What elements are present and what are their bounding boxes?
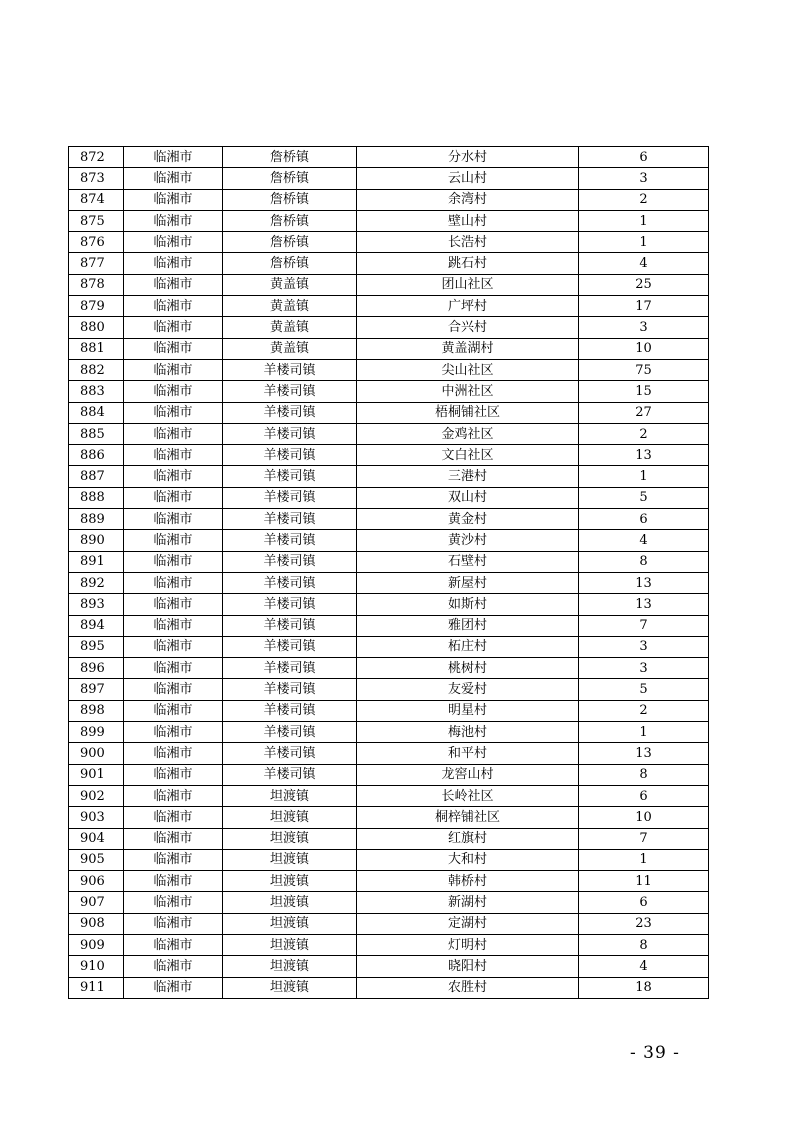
row-number-cell: 881 [69,338,124,359]
village-cell: 黄金村 [357,509,579,530]
row-number-cell: 909 [69,934,124,955]
city-cell: 临湘市 [124,402,223,423]
village-cell: 晓阳村 [357,956,579,977]
table-row [69,359,709,380]
count-cell: 75 [579,359,709,380]
count-cell: 11 [579,871,709,892]
table-row [69,509,709,530]
village-list-table [68,146,709,999]
count-cell: 6 [579,147,709,168]
town-cell: 羊楼司镇 [223,466,357,487]
village-cell: 定湖村 [357,913,579,934]
row-number-cell: 895 [69,636,124,657]
row-number-cell: 883 [69,381,124,402]
count-cell: 1 [579,722,709,743]
count-cell: 2 [579,423,709,444]
village-cell: 石壁村 [357,551,579,572]
table-row [69,700,709,721]
count-cell: 3 [579,658,709,679]
table-row [69,402,709,423]
row-number-cell: 878 [69,274,124,295]
row-number-cell: 890 [69,530,124,551]
village-cell: 云山村 [357,168,579,189]
table-row [69,892,709,913]
city-cell: 临湘市 [124,423,223,444]
village-cell: 合兴村 [357,317,579,338]
town-cell: 羊楼司镇 [223,551,357,572]
table-row [69,274,709,295]
town-cell: 黄盖镇 [223,338,357,359]
village-cell: 灯明村 [357,934,579,955]
city-cell: 临湘市 [124,828,223,849]
table-row [69,296,709,317]
row-number-cell: 898 [69,700,124,721]
city-cell: 临湘市 [124,913,223,934]
count-cell: 1 [579,210,709,231]
city-cell: 临湘市 [124,658,223,679]
page-number: - 39 - [630,1043,680,1063]
count-cell: 6 [579,892,709,913]
town-cell: 羊楼司镇 [223,359,357,380]
row-number-cell: 910 [69,956,124,977]
city-cell: 临湘市 [124,189,223,210]
village-cell: 新屋村 [357,572,579,593]
village-cell: 壁山村 [357,210,579,231]
city-cell: 临湘市 [124,359,223,380]
count-cell: 3 [579,636,709,657]
count-cell: 18 [579,977,709,998]
city-cell: 临湘市 [124,871,223,892]
village-cell: 跳石村 [357,253,579,274]
village-cell: 梅池村 [357,722,579,743]
table-row [69,423,709,444]
town-cell: 羊楼司镇 [223,722,357,743]
town-cell: 坦渡镇 [223,871,357,892]
count-cell: 17 [579,296,709,317]
row-number-cell: 886 [69,445,124,466]
row-number-cell: 887 [69,466,124,487]
town-cell: 詹桥镇 [223,147,357,168]
row-number-cell: 908 [69,913,124,934]
town-cell: 羊楼司镇 [223,402,357,423]
table-row [69,828,709,849]
count-cell: 1 [579,232,709,253]
count-cell: 8 [579,551,709,572]
row-number-cell: 877 [69,253,124,274]
village-cell: 尖山社区 [357,359,579,380]
town-cell: 羊楼司镇 [223,423,357,444]
town-cell: 坦渡镇 [223,892,357,913]
town-cell: 坦渡镇 [223,828,357,849]
table-row [69,636,709,657]
city-cell: 临湘市 [124,274,223,295]
village-cell: 明星村 [357,700,579,721]
table-row [69,956,709,977]
town-cell: 黄盖镇 [223,274,357,295]
count-cell: 27 [579,402,709,423]
village-cell: 分水村 [357,147,579,168]
row-number-cell: 873 [69,168,124,189]
town-cell: 坦渡镇 [223,977,357,998]
city-cell: 临湘市 [124,253,223,274]
row-number-cell: 874 [69,189,124,210]
table-body [69,147,709,999]
town-cell: 羊楼司镇 [223,764,357,785]
table-row [69,743,709,764]
city-cell: 临湘市 [124,296,223,317]
count-cell: 15 [579,381,709,402]
town-cell: 黄盖镇 [223,296,357,317]
city-cell: 临湘市 [124,487,223,508]
table-row [69,572,709,593]
table-row [69,445,709,466]
city-cell: 临湘市 [124,317,223,338]
table-row [69,530,709,551]
table-row [69,210,709,231]
table-row [69,934,709,955]
row-number-cell: 885 [69,423,124,444]
city-cell: 临湘市 [124,381,223,402]
count-cell: 10 [579,807,709,828]
count-cell: 5 [579,487,709,508]
row-number-cell: 900 [69,743,124,764]
city-cell: 临湘市 [124,636,223,657]
row-number-cell: 875 [69,210,124,231]
table-row [69,551,709,572]
table-row [69,722,709,743]
table-row [69,807,709,828]
town-cell: 詹桥镇 [223,210,357,231]
town-cell: 羊楼司镇 [223,615,357,636]
city-cell: 临湘市 [124,445,223,466]
table-row [69,594,709,615]
city-cell: 临湘市 [124,210,223,231]
village-cell: 余湾村 [357,189,579,210]
village-cell: 新湖村 [357,892,579,913]
row-number-cell: 907 [69,892,124,913]
table-row [69,168,709,189]
row-number-cell: 905 [69,849,124,870]
village-cell: 韩桥村 [357,871,579,892]
count-cell: 13 [579,445,709,466]
count-cell: 10 [579,338,709,359]
town-cell: 詹桥镇 [223,232,357,253]
city-cell: 临湘市 [124,679,223,700]
city-cell: 临湘市 [124,615,223,636]
village-cell: 桃树村 [357,658,579,679]
table-row [69,381,709,402]
count-cell: 4 [579,253,709,274]
count-cell: 13 [579,743,709,764]
city-cell: 临湘市 [124,466,223,487]
village-cell: 梧桐铺社区 [357,402,579,423]
city-cell: 临湘市 [124,785,223,806]
table-row [69,317,709,338]
town-cell: 羊楼司镇 [223,743,357,764]
village-cell: 中洲社区 [357,381,579,402]
row-number-cell: 903 [69,807,124,828]
count-cell: 2 [579,700,709,721]
row-number-cell: 892 [69,572,124,593]
town-cell: 坦渡镇 [223,807,357,828]
city-cell: 临湘市 [124,338,223,359]
town-cell: 羊楼司镇 [223,572,357,593]
count-cell: 4 [579,956,709,977]
city-cell: 临湘市 [124,700,223,721]
count-cell: 8 [579,934,709,955]
city-cell: 临湘市 [124,722,223,743]
town-cell: 羊楼司镇 [223,658,357,679]
city-cell: 临湘市 [124,530,223,551]
row-number-cell: 899 [69,722,124,743]
city-cell: 临湘市 [124,572,223,593]
row-number-cell: 896 [69,658,124,679]
table-row [69,253,709,274]
town-cell: 坦渡镇 [223,956,357,977]
town-cell: 坦渡镇 [223,849,357,870]
count-cell: 1 [579,466,709,487]
town-cell: 羊楼司镇 [223,636,357,657]
city-cell: 临湘市 [124,807,223,828]
row-number-cell: 876 [69,232,124,253]
count-cell: 13 [579,572,709,593]
city-cell: 临湘市 [124,743,223,764]
row-number-cell: 888 [69,487,124,508]
city-cell: 临湘市 [124,232,223,253]
town-cell: 羊楼司镇 [223,679,357,700]
village-cell: 友爱村 [357,679,579,700]
city-cell: 临湘市 [124,509,223,530]
village-cell: 三港村 [357,466,579,487]
village-cell: 长浩村 [357,232,579,253]
village-cell: 黄盖湖村 [357,338,579,359]
count-cell: 7 [579,615,709,636]
village-cell: 柘庄村 [357,636,579,657]
table-row [69,764,709,785]
count-cell: 1 [579,849,709,870]
city-cell: 临湘市 [124,934,223,955]
row-number-cell: 901 [69,764,124,785]
row-number-cell: 902 [69,785,124,806]
city-cell: 临湘市 [124,594,223,615]
row-number-cell: 906 [69,871,124,892]
town-cell: 黄盖镇 [223,317,357,338]
count-cell: 7 [579,828,709,849]
city-cell: 临湘市 [124,849,223,870]
table-row [69,189,709,210]
row-number-cell: 880 [69,317,124,338]
count-cell: 8 [579,764,709,785]
city-cell: 临湘市 [124,956,223,977]
town-cell: 羊楼司镇 [223,530,357,551]
village-cell: 雅团村 [357,615,579,636]
village-cell: 农胜村 [357,977,579,998]
town-cell: 羊楼司镇 [223,594,357,615]
town-cell: 羊楼司镇 [223,381,357,402]
village-cell: 龙窖山村 [357,764,579,785]
town-cell: 坦渡镇 [223,913,357,934]
table-row [69,615,709,636]
count-cell: 23 [579,913,709,934]
town-cell: 詹桥镇 [223,168,357,189]
town-cell: 羊楼司镇 [223,445,357,466]
village-cell: 和平村 [357,743,579,764]
village-cell: 大和村 [357,849,579,870]
count-cell: 13 [579,594,709,615]
village-cell: 如斯村 [357,594,579,615]
count-cell: 3 [579,168,709,189]
row-number-cell: 891 [69,551,124,572]
village-cell: 广坪村 [357,296,579,317]
village-cell: 文白社区 [357,445,579,466]
count-cell: 6 [579,509,709,530]
table-row [69,658,709,679]
row-number-cell: 879 [69,296,124,317]
village-cell: 桐梓铺社区 [357,807,579,828]
village-cell: 长岭社区 [357,785,579,806]
table-row [69,232,709,253]
village-cell: 团山社区 [357,274,579,295]
count-cell: 4 [579,530,709,551]
row-number-cell: 893 [69,594,124,615]
row-number-cell: 904 [69,828,124,849]
row-number-cell: 889 [69,509,124,530]
town-cell: 羊楼司镇 [223,700,357,721]
town-cell: 羊楼司镇 [223,509,357,530]
row-number-cell: 884 [69,402,124,423]
count-cell: 3 [579,317,709,338]
row-number-cell: 897 [69,679,124,700]
count-cell: 25 [579,274,709,295]
table-row [69,785,709,806]
town-cell: 坦渡镇 [223,785,357,806]
count-cell: 2 [579,189,709,210]
city-cell: 临湘市 [124,892,223,913]
village-cell: 双山村 [357,487,579,508]
village-cell: 黄沙村 [357,530,579,551]
table-row [69,871,709,892]
table-row [69,487,709,508]
table-row [69,147,709,168]
table-row [69,679,709,700]
row-number-cell: 894 [69,615,124,636]
table-row [69,977,709,998]
city-cell: 临湘市 [124,168,223,189]
village-cell: 红旗村 [357,828,579,849]
row-number-cell: 911 [69,977,124,998]
table-row [69,913,709,934]
city-cell: 临湘市 [124,147,223,168]
row-number-cell: 882 [69,359,124,380]
table-row [69,466,709,487]
table-row [69,338,709,359]
city-cell: 临湘市 [124,551,223,572]
town-cell: 坦渡镇 [223,934,357,955]
city-cell: 临湘市 [124,764,223,785]
row-number-cell: 872 [69,147,124,168]
city-cell: 临湘市 [124,977,223,998]
village-cell: 金鸡社区 [357,423,579,444]
town-cell: 詹桥镇 [223,253,357,274]
count-cell: 6 [579,785,709,806]
town-cell: 羊楼司镇 [223,487,357,508]
count-cell: 5 [579,679,709,700]
town-cell: 詹桥镇 [223,189,357,210]
table-row [69,849,709,870]
